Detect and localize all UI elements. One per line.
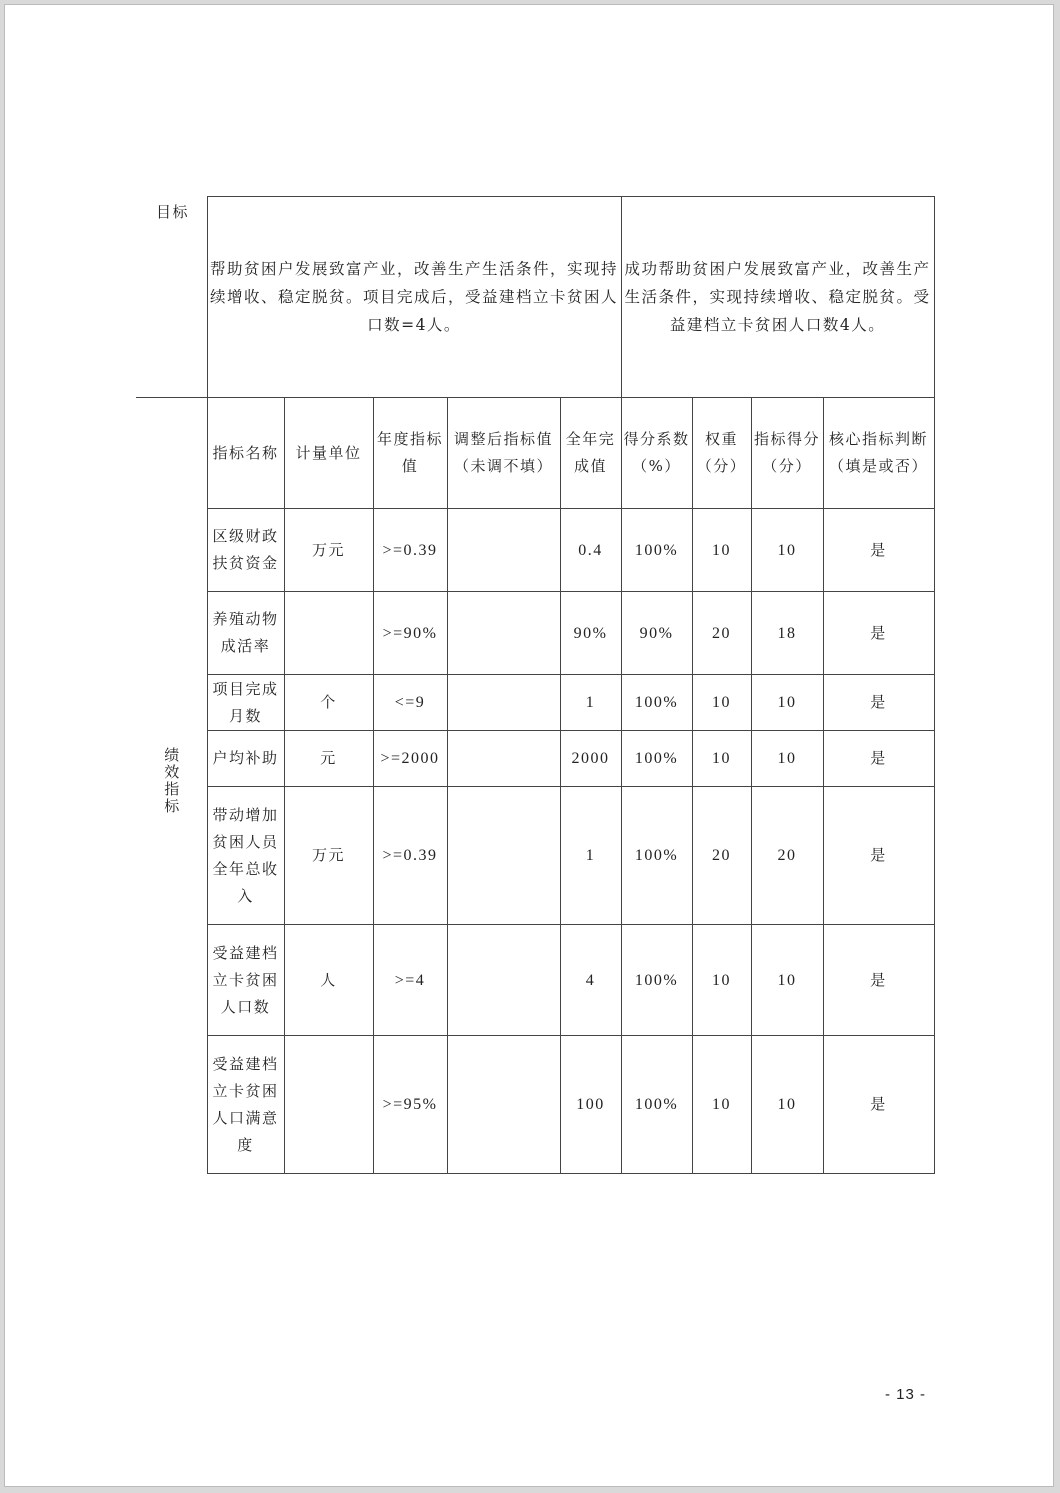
cell-adjusted — [447, 592, 560, 675]
cell-score: 10 — [751, 1036, 823, 1174]
cell-unit: 个 — [284, 675, 373, 731]
cell-core: 是 — [823, 675, 934, 731]
cell-unit: 万元 — [284, 787, 373, 925]
cell-score: 18 — [751, 592, 823, 675]
cell-name: 区级财政扶贫资金 — [207, 509, 284, 592]
header-annual: 年度指标值 — [373, 398, 447, 509]
cell-coef: 100% — [621, 925, 692, 1036]
cell-weight: 10 — [692, 1036, 751, 1174]
header-score: 指标得分（分） — [751, 398, 823, 509]
cell-unit — [284, 1036, 373, 1174]
cell-annual: >=95% — [373, 1036, 447, 1174]
cell-weight: 10 — [692, 731, 751, 787]
header-core: 核心指标判断（填是或否） — [823, 398, 934, 509]
header-completed: 全年完成值 — [560, 398, 621, 509]
cell-score: 10 — [751, 731, 823, 787]
cell-annual: >=0.39 — [373, 787, 447, 925]
cell-name: 带动增加贫困人员全年总收入 — [207, 787, 284, 925]
cell-weight: 10 — [692, 509, 751, 592]
cell-completed: 0.4 — [560, 509, 621, 592]
cell-core: 是 — [823, 592, 934, 675]
cell-unit — [284, 592, 373, 675]
cell-coef: 100% — [621, 787, 692, 925]
cell-core: 是 — [823, 787, 934, 925]
cell-completed: 100 — [560, 1036, 621, 1174]
cell-completed: 4 — [560, 925, 621, 1036]
cell-annual: >=0.39 — [373, 509, 447, 592]
cell-coef: 100% — [621, 731, 692, 787]
cell-annual: <=9 — [373, 675, 447, 731]
cell-score: 10 — [751, 925, 823, 1036]
goal-actual-text: 成功帮助贫困户发展致富产业，改善生产生活条件，实现持续增收、稳定脱贫。受益建档立卡贫困人口数4人。 — [621, 197, 934, 398]
cell-name: 受益建档立卡贫困人口数 — [207, 925, 284, 1036]
cell-weight: 10 — [692, 675, 751, 731]
cell-score: 20 — [751, 787, 823, 925]
header-row — [136, 398, 934, 509]
cell-adjusted — [447, 1036, 560, 1174]
page-number: - 13 - — [885, 1386, 927, 1403]
cell-annual: >=90% — [373, 592, 447, 675]
goal-planned-text: 帮助贫困户发展致富产业，改善生产生活条件，实现持续增收、稳定脱贫。项目完成后，受益建档立卡贫困人口数=4人。 — [207, 197, 621, 398]
cell-core: 是 — [823, 1036, 934, 1174]
cell-score: 10 — [751, 509, 823, 592]
cell-unit: 万元 — [284, 509, 373, 592]
cell-weight: 20 — [692, 787, 751, 925]
cell-name: 受益建档立卡贫困人口满意度 — [207, 1036, 284, 1174]
cell-completed: 90% — [560, 592, 621, 675]
cell-core: 是 — [823, 925, 934, 1036]
cell-name: 项目完成月数 — [207, 675, 284, 731]
cell-annual: >=2000 — [373, 731, 447, 787]
header-name: 指标名称 — [207, 398, 284, 509]
cell-annual: >=4 — [373, 925, 447, 1036]
cell-weight: 20 — [692, 592, 751, 675]
cell-coef: 100% — [621, 1036, 692, 1174]
cell-adjusted — [447, 509, 560, 592]
cell-completed: 2000 — [560, 731, 621, 787]
goal-row — [136, 197, 934, 398]
cell-unit: 人 — [284, 925, 373, 1036]
cell-weight: 10 — [692, 925, 751, 1036]
table-row — [136, 731, 934, 787]
table-row — [136, 675, 934, 731]
cell-completed: 1 — [560, 675, 621, 731]
cell-coef: 100% — [621, 509, 692, 592]
cell-completed: 1 — [560, 787, 621, 925]
cell-name: 养殖动物成活率 — [207, 592, 284, 675]
cell-core: 是 — [823, 509, 934, 592]
header-adjusted: 调整后指标值（未调不填） — [447, 398, 560, 509]
cell-core: 是 — [823, 731, 934, 787]
cell-coef: 90% — [621, 592, 692, 675]
header-coef: 得分系数（%） — [621, 398, 692, 509]
cell-adjusted — [447, 731, 560, 787]
table-row — [136, 509, 934, 592]
perf-label: 绩效指标 — [162, 747, 181, 816]
cell-name: 户均补助 — [207, 731, 284, 787]
cell-unit: 元 — [284, 731, 373, 787]
cell-coef: 100% — [621, 675, 692, 731]
perf-label-cell — [136, 398, 207, 1174]
table-row — [136, 925, 934, 1036]
cell-adjusted — [447, 925, 560, 1036]
goal-label: 目标 — [136, 197, 207, 398]
cell-adjusted — [447, 675, 560, 731]
document-page — [4, 4, 1054, 1487]
table-row — [136, 592, 934, 675]
cell-adjusted — [447, 787, 560, 925]
performance-table — [136, 196, 935, 1174]
header-unit: 计量单位 — [284, 398, 373, 509]
table-row — [136, 1036, 934, 1174]
table-row — [136, 787, 934, 925]
header-weight: 权重（分） — [692, 398, 751, 509]
cell-score: 10 — [751, 675, 823, 731]
